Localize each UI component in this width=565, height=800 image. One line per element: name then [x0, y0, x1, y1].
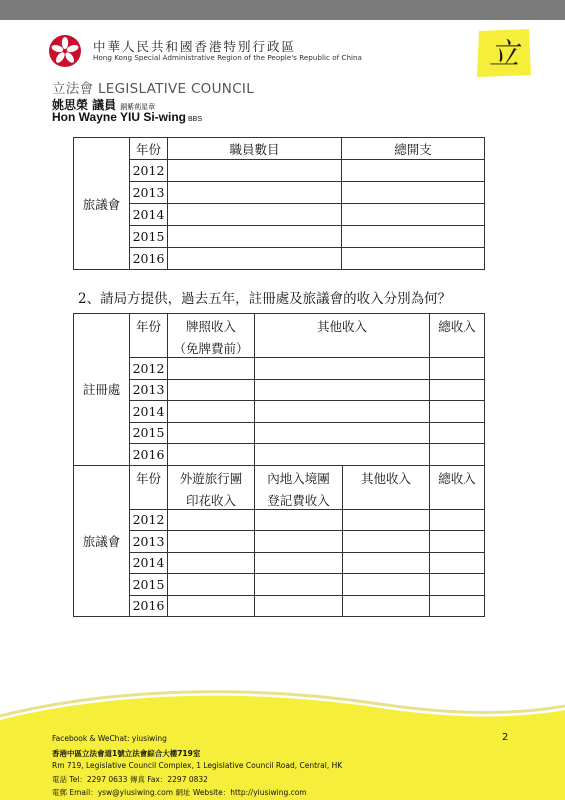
table-row	[74, 574, 485, 596]
staff-expenditure-table	[73, 137, 485, 270]
registry-header-year: 年份	[130, 314, 168, 358]
table-cell	[430, 574, 485, 596]
table-cell	[255, 358, 430, 380]
table-cell	[255, 444, 430, 466]
member-honour: 銅紫荊星章	[120, 103, 156, 111]
table-cell	[168, 444, 255, 466]
council-header-year: 年份	[130, 465, 168, 509]
council-year: 2013	[130, 531, 168, 553]
council-header-outbound-line1: 外遊旅行團	[179, 470, 243, 486]
footer-email-web: 電郵 Email：ysw@yiusiwing.com 網址 Website：http://yiusiwing.com	[52, 788, 307, 797]
table-cell	[255, 379, 430, 401]
table-cell	[343, 595, 430, 617]
table-cell	[168, 401, 255, 423]
table-cell	[255, 595, 343, 617]
table-cell	[168, 160, 342, 182]
table-row	[74, 160, 485, 182]
registry-year: 2012	[130, 358, 168, 380]
table1-header-year: 年份	[130, 138, 168, 160]
table-cell	[430, 422, 485, 444]
table-row	[74, 204, 485, 226]
council-header-inbound	[255, 465, 343, 509]
member-name-en-text: Hon Wayne YIU Si-wing	[52, 110, 187, 124]
table-cell	[255, 574, 343, 596]
footer-social: Facebook & WeChat: yiusiwing	[52, 734, 167, 743]
table1-header-expenditure: 總開支	[342, 138, 485, 160]
page-number: 2	[502, 732, 509, 743]
table-cell	[430, 552, 485, 574]
table-row	[74, 358, 485, 380]
table-row	[74, 226, 485, 248]
member-name-en	[52, 110, 202, 124]
income-table	[73, 313, 485, 617]
registry-header-licence-line1: 牌照收入	[185, 319, 236, 334]
registry-year: 2015	[130, 422, 168, 444]
council-year: 2014	[130, 552, 168, 574]
table1-group: 旅議會	[74, 138, 130, 270]
table-cell	[430, 595, 485, 617]
top-gray-bar	[0, 0, 565, 20]
table-cell	[168, 509, 255, 531]
table-cell	[342, 248, 485, 270]
table-cell	[343, 531, 430, 553]
table-row	[74, 552, 485, 574]
footer-tel-fax: 電話 Tel：2297 0633 傳真 Fax：2297 0832	[52, 775, 208, 784]
council-header-total: 總收入	[430, 465, 485, 509]
registry-year: 2014	[130, 401, 168, 423]
table-row	[74, 248, 485, 270]
council-year: 2015	[130, 574, 168, 596]
table1-year: 2013	[130, 182, 168, 204]
gov-name-zh: 中華人民共和國香港特別行政區	[93, 39, 297, 54]
table-cell	[430, 379, 485, 401]
table-cell	[168, 595, 255, 617]
table-cell	[430, 444, 485, 466]
table-cell	[430, 509, 485, 531]
table-row	[74, 531, 485, 553]
table-row	[74, 401, 485, 423]
table-cell	[168, 422, 255, 444]
table1-year: 2016	[130, 248, 168, 270]
table-cell	[255, 552, 343, 574]
table1-year: 2014	[130, 204, 168, 226]
registry-group: 註冊處	[74, 314, 130, 466]
table-cell	[255, 401, 430, 423]
registry-header-total: 總收入	[430, 314, 485, 358]
legco-logo-icon	[475, 27, 533, 79]
council-year: 2016	[130, 595, 168, 617]
registry-year: 2013	[130, 379, 168, 401]
table-row	[74, 444, 485, 466]
table-cell	[430, 401, 485, 423]
table-cell	[342, 182, 485, 204]
table-cell	[168, 574, 255, 596]
table-row	[74, 182, 485, 204]
footer-address-zh: 香港中區立法會道1號立法會綜合大樓719室	[52, 749, 201, 758]
council-year: 2012	[130, 509, 168, 531]
registry-year: 2016	[130, 444, 168, 466]
council-header-outbound	[168, 465, 255, 509]
table-cell	[343, 509, 430, 531]
table-cell	[255, 509, 343, 531]
table-cell	[168, 531, 255, 553]
council-header-other: 其他收入	[343, 465, 430, 509]
table1-year: 2012	[130, 160, 168, 182]
table-cell	[255, 422, 430, 444]
table-cell	[343, 574, 430, 596]
council-header-inbound-line2: 登記費收入	[267, 492, 330, 508]
table-cell	[342, 160, 485, 182]
table-cell	[430, 531, 485, 553]
registry-header-licence	[168, 314, 255, 358]
table-row	[74, 595, 485, 617]
table1-year: 2015	[130, 226, 168, 248]
registry-header-other: 其他收入	[255, 314, 430, 358]
table-cell	[168, 182, 342, 204]
council-header-outbound-line2: 印花收入	[185, 492, 236, 508]
legco-logo-glyph: 立	[489, 37, 519, 72]
table-cell	[342, 204, 485, 226]
question-text: 2、請局方提供，過去五年，註冊處及旅議會的收入分別為何？	[78, 291, 452, 307]
table-row	[74, 379, 485, 401]
council-group: 旅議會	[74, 465, 130, 617]
table-row	[74, 314, 485, 358]
table-row	[74, 422, 485, 444]
table-cell	[168, 358, 255, 380]
table-cell	[168, 248, 342, 270]
table-cell	[343, 552, 430, 574]
council-header-inbound-line1: 內地入境團	[267, 470, 330, 486]
registry-header-licence-line2: （免牌費前）	[173, 341, 249, 356]
table-cell	[168, 552, 255, 574]
table-cell	[168, 379, 255, 401]
table-cell	[168, 204, 342, 226]
table-cell	[168, 226, 342, 248]
council-title: 立法會 LEGISLATIVE COUNCIL	[52, 81, 255, 97]
table-row	[74, 138, 485, 160]
gov-name-en: Hong Kong Special Administrative Region of the People's Republic of China	[93, 53, 362, 62]
table-row	[74, 465, 485, 509]
table-cell	[430, 358, 485, 380]
table-row	[74, 509, 485, 531]
footer-address-en: Rm 719, Legislative Council Complex, 1 Legislative Council Road, Central, HK	[52, 761, 343, 770]
member-bbs: BBS	[188, 116, 203, 123]
member-name-zh-text: 姚思榮 議員	[52, 98, 117, 112]
table1-header-staff: 職員數目	[168, 138, 342, 160]
table-cell	[342, 226, 485, 248]
bauhinia-emblem-icon	[48, 34, 82, 68]
table-cell	[255, 531, 343, 553]
